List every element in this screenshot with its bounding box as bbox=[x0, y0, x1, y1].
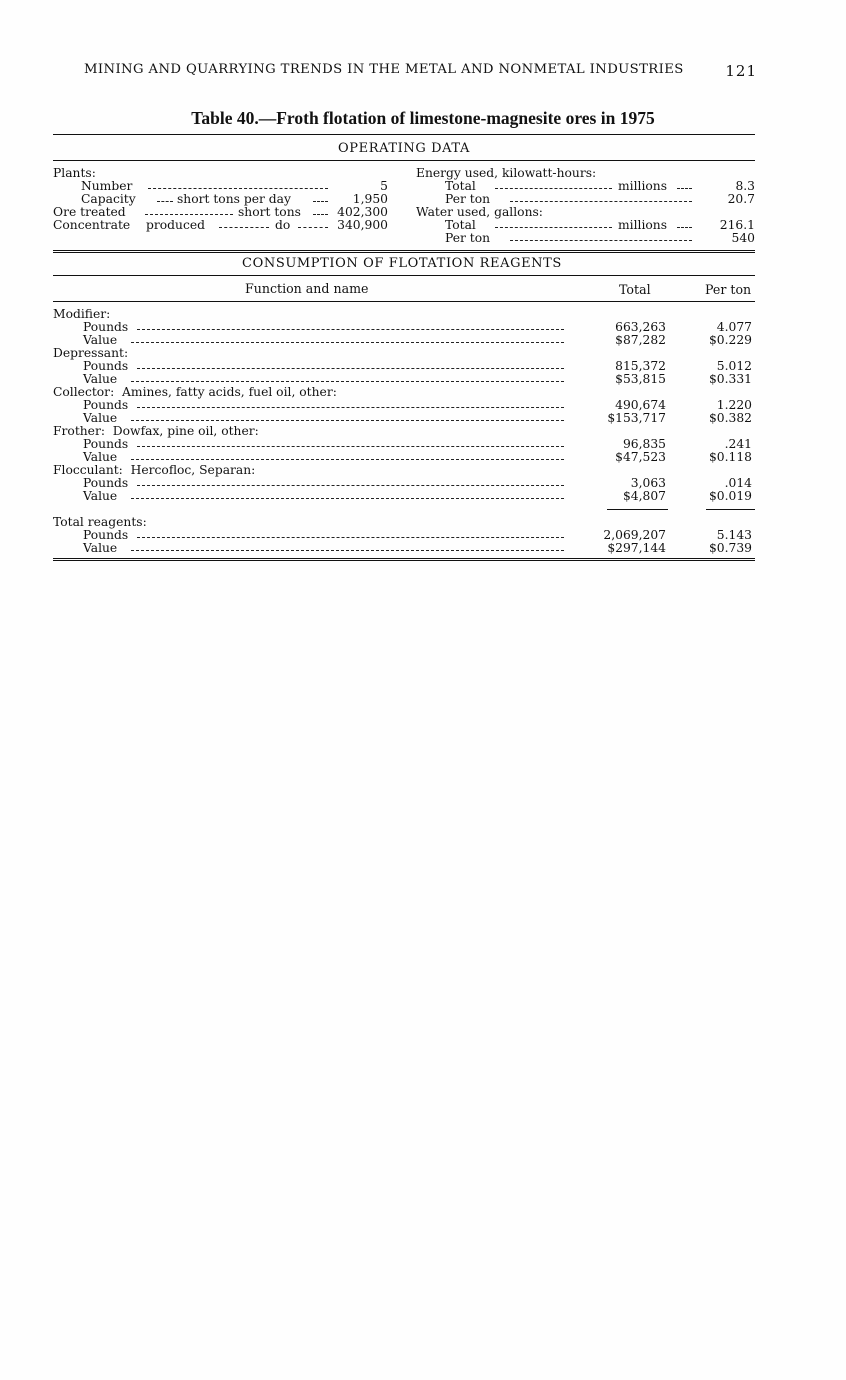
leader bbox=[298, 227, 328, 228]
energy-perton-value: 20.7 bbox=[727, 192, 755, 206]
concentrate-label: Concentrate bbox=[53, 218, 131, 232]
leader bbox=[495, 227, 612, 228]
col-function-header: Function and name bbox=[245, 281, 369, 296]
leader bbox=[131, 420, 564, 421]
value-perton: $0.019 bbox=[708, 489, 752, 503]
leader bbox=[677, 227, 692, 228]
value-total: $153,717 bbox=[607, 411, 666, 425]
concentrate-unit: do bbox=[275, 218, 291, 232]
capacity-unit: short tons per day bbox=[177, 192, 291, 206]
reagents-heading: CONSUMPTION OF FLOTATION REAGENTS bbox=[242, 256, 562, 271]
value-perton: $0.118 bbox=[708, 450, 752, 464]
leader bbox=[313, 214, 328, 215]
plants-label: Plants: bbox=[53, 166, 96, 180]
leader bbox=[510, 240, 692, 241]
pounds-perton: 5.012 bbox=[716, 359, 752, 373]
leader bbox=[495, 188, 612, 189]
water-total-label: Total bbox=[445, 218, 476, 232]
subtotal-rule-total bbox=[607, 509, 668, 510]
running-head bbox=[84, 62, 757, 80]
water-perton-value: 540 bbox=[731, 231, 755, 245]
leader bbox=[313, 201, 328, 202]
group-label: Modifier: bbox=[53, 307, 111, 321]
pounds-total: 815,372 bbox=[615, 359, 666, 373]
pounds-label: Pounds bbox=[83, 398, 129, 412]
leader bbox=[137, 485, 564, 486]
pounds-perton: 1.220 bbox=[716, 398, 752, 412]
leader bbox=[131, 498, 564, 499]
reagents-rule bbox=[53, 275, 755, 276]
capacity-value: 1,950 bbox=[352, 192, 388, 206]
energy-perton-label: Per ton bbox=[445, 192, 491, 206]
ore-treated-unit: short tons bbox=[238, 205, 301, 219]
pounds-label: Pounds bbox=[83, 320, 129, 334]
energy-total-label: Total bbox=[445, 179, 476, 193]
capacity-label: Capacity bbox=[81, 192, 136, 206]
value-label: Value bbox=[83, 541, 118, 555]
operating-data-heading: OPERATING DATA bbox=[338, 141, 470, 156]
leader bbox=[157, 201, 173, 202]
value-total: $87,282 bbox=[615, 333, 666, 347]
value-total: $4,807 bbox=[622, 489, 666, 503]
total-value: $297,144 bbox=[607, 541, 666, 555]
leader bbox=[137, 446, 564, 447]
value-perton: $0.382 bbox=[708, 411, 752, 425]
value-total: $53,815 bbox=[615, 372, 666, 386]
ore-treated-label: Ore treated bbox=[53, 205, 126, 219]
water-total-value: 216.1 bbox=[719, 218, 755, 232]
ore-treated-value: 402,300 bbox=[337, 205, 388, 219]
water-perton-label: Per ton bbox=[445, 231, 491, 245]
energy-total-unit: millions bbox=[618, 179, 668, 193]
operating-rule bbox=[53, 160, 755, 161]
leader bbox=[148, 188, 328, 189]
value-label: Value bbox=[83, 372, 118, 386]
value-label: Value bbox=[83, 411, 118, 425]
pounds-total: 3,063 bbox=[630, 476, 666, 490]
pounds-total: 663,263 bbox=[615, 320, 666, 334]
number-label: Number bbox=[81, 179, 133, 193]
leader bbox=[137, 368, 564, 369]
leader bbox=[131, 381, 564, 382]
value-label: Value bbox=[83, 489, 118, 503]
value-total: $47,523 bbox=[615, 450, 666, 464]
water-label: Water used, gallons: bbox=[416, 205, 543, 219]
running-head-title: MINING AND QUARRYING TRENDS IN THE METAL AND NONMETAL INDUSTRIES bbox=[84, 62, 684, 77]
leader bbox=[131, 342, 564, 343]
pounds-label: Pounds bbox=[83, 359, 129, 373]
leader bbox=[677, 188, 692, 189]
page-number: 121 bbox=[725, 62, 757, 80]
pounds-perton: .014 bbox=[724, 476, 752, 490]
leader bbox=[145, 214, 233, 215]
leader bbox=[219, 227, 269, 228]
pounds-label: Pounds bbox=[83, 437, 129, 451]
col-perton-header: Per ton bbox=[705, 282, 752, 297]
concentrate-produced-label: produced bbox=[146, 218, 205, 232]
pounds-total: 490,674 bbox=[615, 398, 666, 412]
total-reagents-label: Total reagents: bbox=[53, 515, 147, 529]
group-label: Frother: Dowfax, pine oil, other: bbox=[53, 424, 259, 438]
section-double-rule bbox=[53, 250, 755, 253]
total-value-perton: $0.739 bbox=[708, 541, 752, 555]
leader bbox=[510, 201, 692, 202]
number-value: 5 bbox=[380, 179, 388, 193]
value-perton: $0.229 bbox=[708, 333, 752, 347]
group-label: Depressant: bbox=[53, 346, 129, 360]
table-title: Table 40.—Froth flotation of limestone-magnesite ores in 1975 bbox=[191, 108, 655, 128]
total-pounds-perton: 5.143 bbox=[716, 528, 752, 542]
water-total-unit: millions bbox=[618, 218, 668, 232]
pounds-total: 96,835 bbox=[622, 437, 666, 451]
pounds-perton: 4.077 bbox=[716, 320, 752, 334]
pounds-label: Pounds bbox=[83, 528, 129, 542]
pounds-label: Pounds bbox=[83, 476, 129, 490]
value-label: Value bbox=[83, 450, 118, 464]
total-pounds: 2,069,207 bbox=[603, 528, 666, 542]
subtotal-rule-perton bbox=[706, 509, 755, 510]
leader bbox=[137, 407, 564, 408]
group-label: Flocculant: Hercofloc, Separan: bbox=[53, 463, 256, 477]
energy-label: Energy used, kilowatt-hours: bbox=[416, 166, 597, 180]
leader bbox=[137, 537, 564, 538]
energy-total-value: 8.3 bbox=[735, 179, 755, 193]
group-label: Collector: Amines, fatty acids, fuel oil, other: bbox=[53, 385, 337, 399]
leader bbox=[137, 329, 564, 330]
col-total-header: Total bbox=[619, 282, 651, 297]
bottom-double-rule bbox=[53, 558, 755, 561]
leader bbox=[131, 550, 564, 551]
leader bbox=[131, 459, 564, 460]
value-label: Value bbox=[83, 333, 118, 347]
column-header-rule bbox=[53, 301, 755, 302]
pounds-perton: .241 bbox=[724, 437, 752, 451]
concentrate-value: 340,900 bbox=[337, 218, 388, 232]
top-rule bbox=[53, 134, 755, 135]
value-perton: $0.331 bbox=[708, 372, 752, 386]
